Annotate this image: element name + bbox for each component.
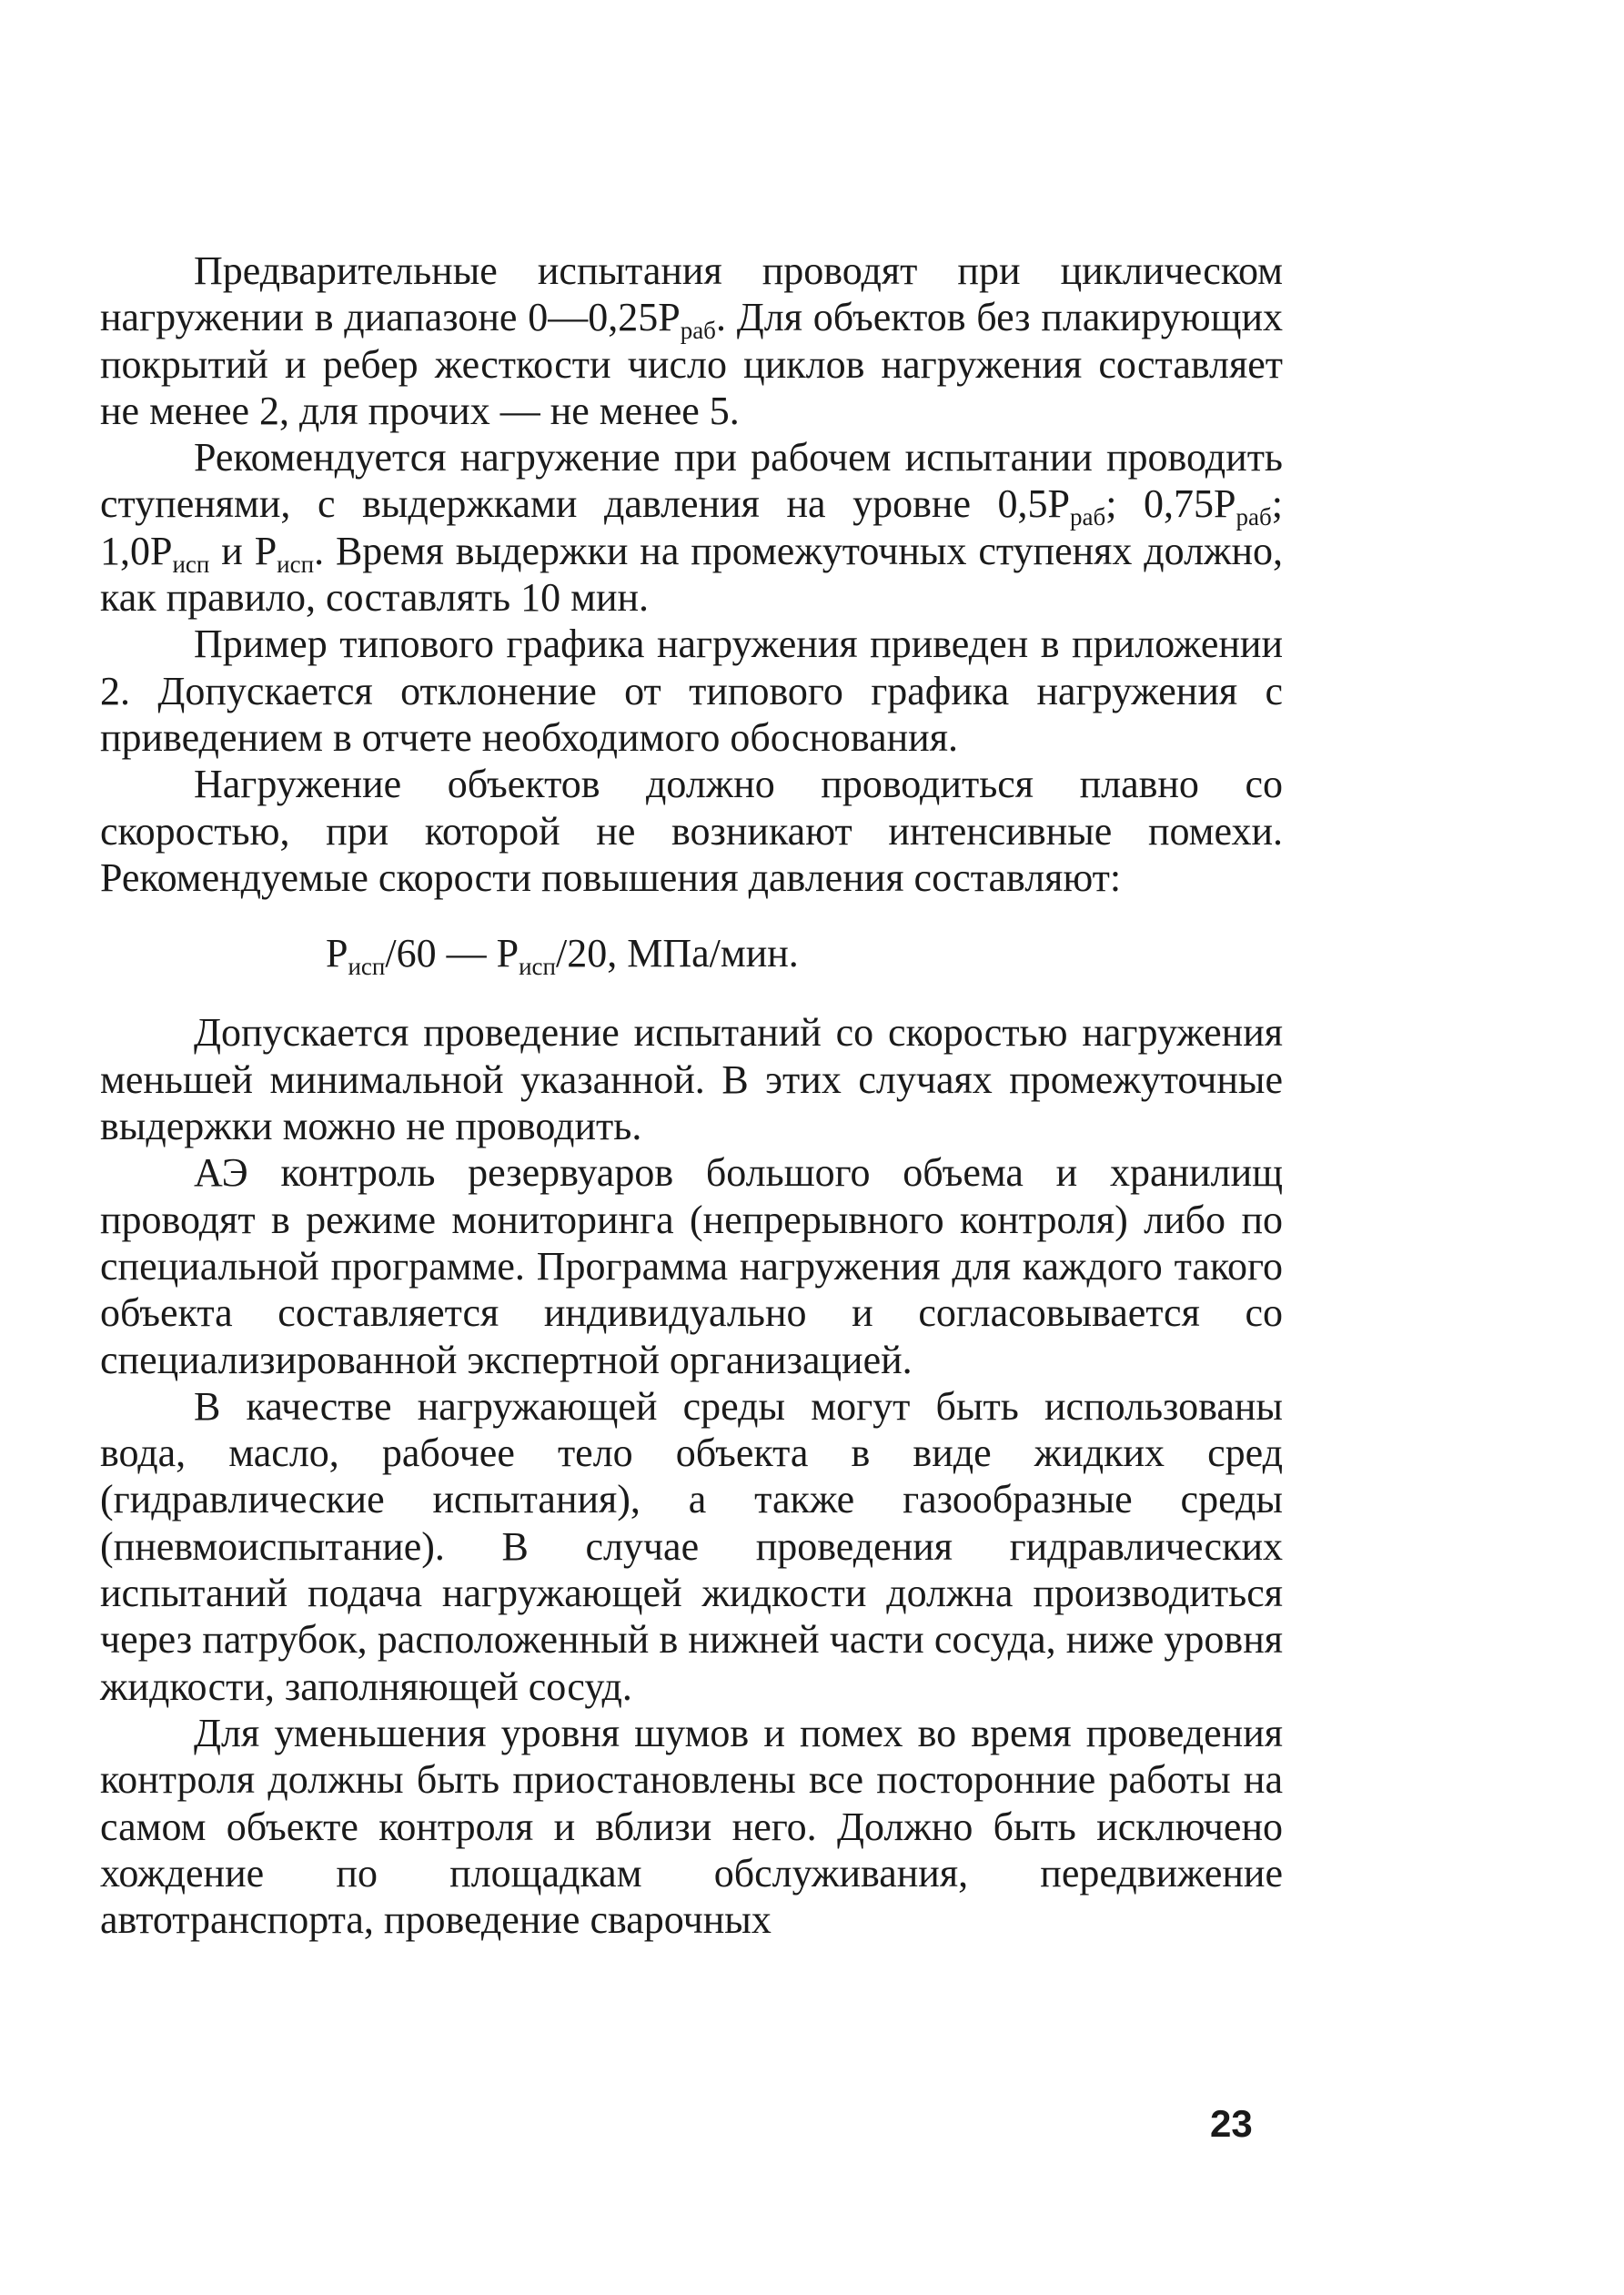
text-run: P: [326, 931, 348, 976]
text-run: В качестве нагружающей среды могут быть использованы вода, масло, рабочее тело объекта в виде жидких сред (гидравлические испытания), а также газообразные среды (пневмоиспытание). В случае проведения гидравлических испытаний подача нагружающей жидкости должна производиться через патрубок, расположенный в нижней части сосуда, ниже уровня жидкости, заполняющей сосуд.: [100, 1383, 1283, 1709]
text-run: . Для объектов без плакирующих покрытий и ребер жесткости число циклов нагружения составляет не менее 2, для прочих — не менее 5.: [100, 295, 1283, 433]
subscript: исп: [277, 550, 315, 578]
subscript: раб: [1070, 503, 1106, 531]
subscript: исп: [348, 953, 386, 981]
paragraph: [100, 761, 1283, 901]
text-run: АЭ контроль резервуаров большого объема и хранилищ проводят в режиме мониторинга (непрерывного контроля) либо по специальной программе. Программа нагружения для каждого такого объекта составляется индивидуально и согласовывается со специализированной экспертной организацией.: [100, 1150, 1283, 1382]
text-run: /20, МПа/мин.: [555, 931, 799, 976]
paragraph: [100, 1149, 1283, 1382]
paragraph: [100, 248, 1283, 434]
paragraph: [100, 1710, 1283, 1943]
subscript: раб: [1236, 503, 1272, 531]
text-run: Пример типового графика нагружения приведен в приложении 2. Допускается отклонение от типового графика нагружения с приведением в отчете необходимого обоснования.: [100, 622, 1283, 760]
paragraph: [100, 1383, 1283, 1710]
paragraph: [100, 1009, 1283, 1149]
paragraph: [100, 434, 1283, 621]
text-run: Для уменьшения уровня шумов и помех во время проведения контроля должны быть приостановлены все посторонние работы на самом объекте контроля и вблизи него. Должно быть исключено хождение по площадкам обслуживания, передвижение автотранспорта, проведение сварочных: [100, 1710, 1283, 1943]
text-run: ; 1,0P: [100, 481, 1283, 573]
page-number: 23: [1210, 2102, 1253, 2145]
subscript: раб: [680, 317, 716, 345]
text-run: Допускается проведение испытаний со скоростью нагружения меньшей минимальной указанной. В этих случаях промежуточные выдержки можно не проводить.: [100, 1010, 1283, 1149]
text-run: . Время выдержки на промежуточных ступенях должно, как правило, составлять 10 мин.: [100, 528, 1283, 621]
text-run: Предварительные испытания проводят при циклическом нагружении в диапазоне 0—0,25P: [100, 248, 1283, 340]
text-run: и P: [209, 528, 277, 573]
text-run: Нагружение объектов должно проводиться плавно со скоростью, при которой не возникают интенсивные помехи. Рекомендуемые скорости повышения давления составляют:: [100, 762, 1283, 900]
paragraph: [100, 621, 1283, 761]
text-run: ; 0,75P: [1105, 481, 1236, 527]
subscript: исп: [519, 953, 556, 981]
text-run: /60 — P: [385, 931, 519, 976]
formula-line: [100, 930, 1283, 981]
subscript: исп: [172, 550, 210, 578]
text-run: Рекомендуется нагружение при рабочем испытании проводить ступенями, с выдержками давления на уровне 0,5P: [100, 435, 1283, 527]
page-body: [100, 248, 1283, 1943]
